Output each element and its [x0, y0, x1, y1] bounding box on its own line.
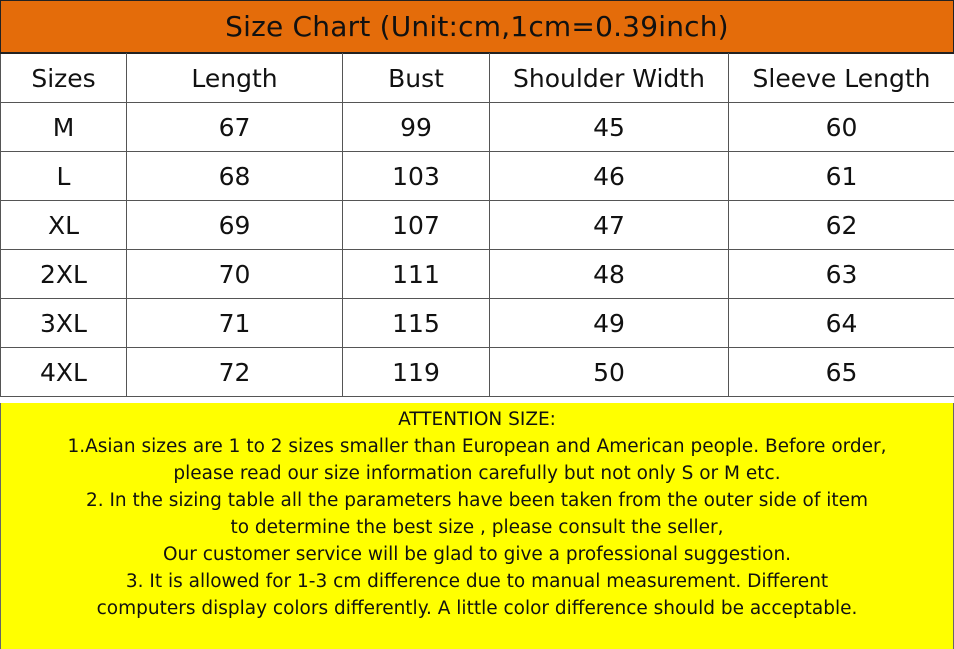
- notice-line: 2. In the sizing table all the parameters have been taken from the outer side of item: [85, 490, 869, 511]
- size-cell: XL: [1, 201, 127, 250]
- table-row: [1, 299, 954, 348]
- length-cell: 72: [127, 348, 343, 397]
- bust-cell: 103: [343, 152, 490, 201]
- notice-line: computers display colors differently. A little color difference should be acceptable.: [96, 598, 858, 619]
- sleeve-length-cell: 62: [729, 201, 954, 250]
- bust-cell: 107: [343, 201, 490, 250]
- sleeve-length-cell: 60: [729, 103, 954, 152]
- size-cell: 3XL: [1, 299, 127, 348]
- header-sizes: Sizes: [1, 54, 127, 103]
- sleeve-length-cell: 64: [729, 299, 954, 348]
- notice-line: 3. It is allowed for 1-3 cm difference due to manual measurement. Different: [125, 571, 829, 592]
- shoulder-width-cell: 50: [490, 348, 729, 397]
- length-cell: 71: [127, 299, 343, 348]
- bust-cell: 99: [343, 103, 490, 152]
- size-cell: 4XL: [1, 348, 127, 397]
- size-cell: L: [1, 152, 127, 201]
- header-sleeve-length: Sleeve Length: [729, 54, 954, 103]
- sleeve-length-cell: 63: [729, 250, 954, 299]
- shoulder-width-cell: 49: [490, 299, 729, 348]
- chart-title: Size Chart (Unit:cm,1cm=0.39inch): [0, 0, 954, 53]
- length-cell: 70: [127, 250, 343, 299]
- sleeve-length-cell: 61: [729, 152, 954, 201]
- table-row: [1, 348, 954, 397]
- header-row: [1, 54, 954, 103]
- table-row: [1, 250, 954, 299]
- bust-cell: 111: [343, 250, 490, 299]
- table-row: [1, 103, 954, 152]
- shoulder-width-cell: 45: [490, 103, 729, 152]
- notice-line: 1.Asian sizes are 1 to 2 sizes smaller than European and American people. Before order,: [67, 436, 887, 457]
- table-row: [1, 201, 954, 250]
- header-shoulder-width: Shoulder Width: [490, 54, 729, 103]
- notice-line: Our customer service will be glad to give a professional suggestion.: [162, 544, 792, 565]
- length-cell: 68: [127, 152, 343, 201]
- shoulder-width-cell: 47: [490, 201, 729, 250]
- length-cell: 69: [127, 201, 343, 250]
- notice-heading: ATTENTION SIZE:: [398, 409, 556, 430]
- notice-line: please read our size information carefully but not only S or M etc.: [173, 463, 781, 484]
- notice-line: to determine the best size , please consult the seller,: [230, 517, 724, 538]
- shoulder-width-cell: 46: [490, 152, 729, 201]
- attention-notice: [0, 403, 954, 649]
- shoulder-width-cell: 48: [490, 250, 729, 299]
- bust-cell: 115: [343, 299, 490, 348]
- length-cell: 67: [127, 103, 343, 152]
- bust-cell: 119: [343, 348, 490, 397]
- sleeve-length-cell: 65: [729, 348, 954, 397]
- size-table: [0, 53, 954, 397]
- header-length: Length: [127, 54, 343, 103]
- size-cell: M: [1, 103, 127, 152]
- header-bust: Bust: [343, 54, 490, 103]
- table-row: [1, 152, 954, 201]
- size-cell: 2XL: [1, 250, 127, 299]
